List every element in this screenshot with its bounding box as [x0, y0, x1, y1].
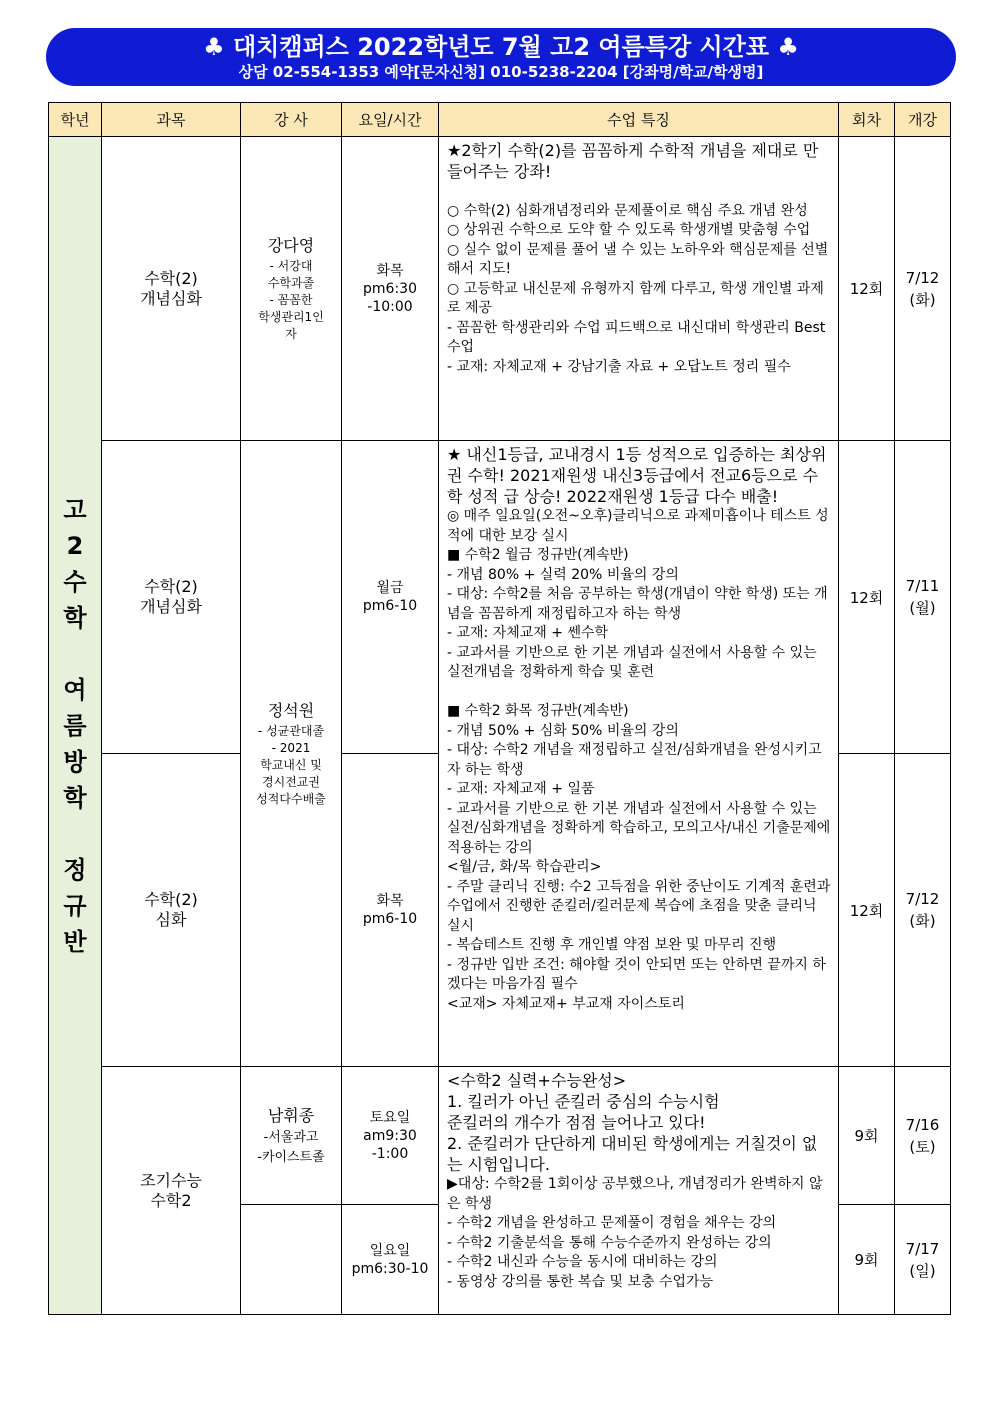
time-cell: 토요일 am9:30 -1:00: [342, 1067, 439, 1205]
features-cell: ★ 내신1등급, 교내경시 1등 성적으로 입증하는 최상위권 수학! 2021재원생 내신3등급에서 전교6등으로 수학 성적 급 상승! 2022재원생 1등급 다수 배출! ◎ 매주 일요일(오전~오후)클리닉으로 과제미흡이나 테스트 성적에 대한 보강 실시 ■ 수학2 월금 정규반(계속반) - 개념 80% + 실력 20% 비율의 강의 - 대상: 수학2를 처음 공부하는 학생(개념이 약한 학생) 또는 개념을 꼼꼼하게 재정립하고자 하는 학생 - 교재: 자체교재 + 쎈수학 - 교과서를 기반으로 한 기본 개념과 실전에서 사용할 수 있는 실전개념을 정확하게 학습 및 훈련 ■ 수학2 화목 정규반(계속반) - 개념 50% + 심화 50% 비율의 강의 - 대상: 수학2 개념을 재정립하고 실전/심화개념을 완성시키고자 하는 학생 - 교재: 자체교재 + 일품 - 교과서를 기반으로 한 기본 개념과 실전에서 사용할 수 있는 실전/심화개념을 정확하게 학습하고, 모의고사/내신 기출문제에 적용하는 강의 <월/금, 화/목 학습관리> - 주말 클리닉 진행: 수2 고득점을 위한 중난이도 기계적 훈련과 수업에서 진행한 준킬러/킬러문제 복습에 초점을 맞춘 클리닉 실시 - 복습테스트 진행 후 개인별 약점 보완 및 마무리 진행 - 정규반 입반 조건: 해야할 것이 안되면 또는 안하면 끝까지 하겠다는 마음가짐 필수 <교재> 자체교재+ 부교재 자이스토리: [439, 441, 839, 1067]
table-row: [49, 1067, 951, 1139]
subject-cell: 수학(2) 심화: [102, 754, 241, 1067]
teacher-cell: 남휘종 -서울과고 -카이스트졸: [241, 1067, 342, 1205]
teacher-cell-empty: [241, 1205, 342, 1315]
col-header-open: 개강: [895, 103, 951, 137]
time-cell: 월금 pm6-10: [342, 441, 439, 754]
col-header-teacher: 강 사: [241, 103, 342, 137]
teacher-cell: 강다영 - 서강대 수학과졸 - 꼼꼼한 학생관리1인 자: [241, 137, 342, 441]
schedule-table: [48, 102, 951, 1315]
table-header-row: [49, 103, 951, 137]
features-cell: <수학2 실력+수능완성> 1. 킬러가 아닌 준킬러 중심의 수능시험 준킬러의 개수가 점점 늘어나고 있다! 2. 준킬러가 단단하게 대비된 학생에게는 거칠것이 없는 시험입니다. ▶대상: 수학2를 1회이상 공부했으나, 개념정리가 완벽하지 않은 학생 - 수학2 개념을 완성하고 문제풀이 경험을 채우는 강의 - 수학2 기출분석을 통해 수능수준까지 완성하는 강의 - 수학2 내신과 수능을 동시에 대비하는 강의 - 동영상 강의를 통한 복습 및 보충 수업가능: [439, 1067, 839, 1315]
time-cell: 화목 pm6:30 -10:00: [342, 137, 439, 441]
subject-cell: 수학(2) 개념심화: [102, 137, 241, 441]
contact-info: 상담 02-554-1353 예약[문자신청] 010-5238-2204 [강좌명/학교/학생명]: [238, 63, 764, 81]
page-title: ♣ 대치캠퍼스 2022학년도 7월 고2 여름특강 시간표 ♣: [203, 33, 799, 61]
sessions-cell: 9회: [839, 1067, 895, 1205]
teacher-name: 남휘종: [267, 1105, 315, 1125]
sessions-cell: 12회: [839, 441, 895, 754]
subject-cell: 조기수능 수학2: [102, 1067, 241, 1315]
col-header-grade: 학년: [49, 103, 102, 137]
header-banner: [46, 28, 956, 86]
open-date-cell: 7/16 (토): [895, 1067, 951, 1205]
col-header-time: 요일/시간: [342, 103, 439, 137]
open-date-cell: 7/12 (화): [895, 754, 951, 1067]
time-cell: 일요일 pm6:30-10: [342, 1205, 439, 1315]
features-cell: ★2학기 수학(2)를 꼼꼼하게 수학적 개념을 제대로 만들어주는 강좌! ○ 수학(2) 심화개념정리와 문제풀이로 핵심 주요 개념 완성 ○ 상위권 수학으로 도약 할 수 있도록 학생개별 맞춤형 수업 ○ 실수 없이 문제를 풀어 낼 수 있는 노하우와 핵심문제를 선별해서 지도! ○ 고등학교 내신문제 유형까지 함께 다루고, 학생 개인별 과제로 제공 - 꼼꼼한 학생관리와 수업 피드백으로 내신대비 학생관리 Best수업 - 교재: 자체교재 + 강남기출 자료 + 오답노트 정리 필수: [439, 137, 839, 441]
teacher-name: 정석원: [267, 701, 315, 720]
open-date-cell: 7/17 (일): [895, 1205, 951, 1315]
open-date-cell: 7/12 (화): [895, 137, 951, 441]
time-cell: 화목 pm6-10: [342, 754, 439, 1067]
sessions-cell: 12회: [839, 137, 895, 441]
table-row: [49, 137, 951, 441]
col-header-features: 수업 특징: [439, 103, 839, 137]
grade-cell: 고 2 수 학 여 름 방 학 정 규 반: [49, 137, 102, 1315]
subject-cell: 수학(2) 개념심화: [102, 441, 241, 754]
col-header-sessions: 회차: [839, 103, 895, 137]
teacher-cell: 정석원 - 성균관대졸 - 2021 학교내신 및 경시전교권 성적다수배출: [241, 441, 342, 1067]
sessions-cell: 12회: [839, 754, 895, 1067]
sessions-cell: 9회: [839, 1205, 895, 1315]
teacher-name: 강다영: [267, 236, 315, 255]
table-row: [49, 441, 951, 754]
col-header-subject: 과목: [102, 103, 241, 137]
open-date-cell: 7/11 (월): [895, 441, 951, 754]
